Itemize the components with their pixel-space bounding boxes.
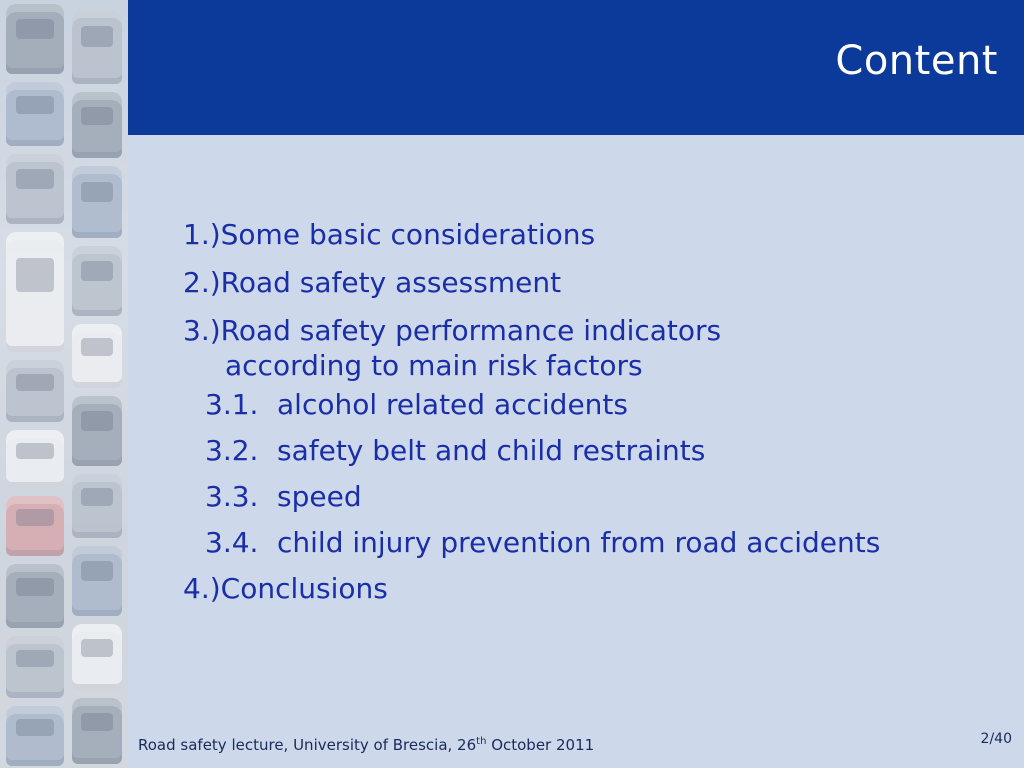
car-shape	[72, 324, 122, 388]
outline-sub-item-text: safety belt and child restraints	[277, 434, 706, 467]
outline-sub-item	[205, 434, 983, 480]
traffic-lane-left	[6, 0, 64, 768]
outline-item-number: 4.)	[183, 572, 221, 605]
car-shape	[72, 92, 122, 158]
outline-sub-item-text: child injury prevention from road accidents	[277, 526, 881, 559]
footer-text	[138, 736, 594, 754]
car-shape	[72, 246, 122, 316]
car-shape	[6, 232, 64, 352]
outline-list	[183, 218, 983, 620]
car-shape	[6, 430, 64, 488]
outline-item-number: 1.)	[183, 218, 221, 251]
outline-item	[183, 572, 983, 620]
footer-text-main: Road safety lecture, University of Brescia, 26	[138, 736, 477, 754]
outline-sub-item-number: 3.3.	[205, 480, 259, 513]
car-shape	[72, 698, 122, 764]
outline-item-text: Road safety assessment	[220, 266, 562, 299]
outline-item	[183, 314, 983, 382]
outline-item	[183, 218, 983, 266]
car-shape	[72, 396, 122, 466]
outline-item-text: Some basic considerations	[220, 218, 596, 251]
car-shape	[72, 10, 122, 84]
outline-item-number: 2.)	[183, 266, 221, 299]
header-band	[128, 0, 1024, 135]
outline-item	[183, 266, 983, 314]
car-shape	[6, 636, 64, 698]
page-number: 2/40	[980, 731, 1012, 747]
outline-sub-item-number: 3.1.	[205, 388, 259, 421]
outline-sub-item-text: speed	[277, 480, 362, 513]
car-shape	[6, 360, 64, 422]
outline-item-text: Conclusions	[220, 572, 388, 605]
car-shape	[6, 4, 64, 74]
outline-item-number: 3.)	[183, 314, 221, 347]
outline-sub-item-text: alcohol related accidents	[277, 388, 628, 421]
car-shape	[6, 496, 64, 556]
car-shape	[72, 474, 122, 538]
traffic-photo-image	[0, 0, 128, 768]
car-shape	[6, 82, 64, 146]
car-shape	[6, 706, 64, 766]
outline-sub-item	[205, 388, 983, 434]
outline-sub-item	[205, 526, 983, 572]
outline-item-label	[183, 314, 721, 382]
outline-sub-list	[183, 388, 983, 572]
car-shape	[6, 564, 64, 628]
car-shape	[72, 166, 122, 238]
outline-sub-item-number: 3.4.	[205, 526, 259, 559]
car-shape	[72, 624, 122, 690]
outline-sub-item	[205, 480, 983, 526]
outline-item-text-continued: according to main risk factors	[225, 349, 643, 382]
slide-title: Content	[835, 38, 998, 84]
outline-sub-item-number: 3.2.	[205, 434, 259, 467]
traffic-lane-right	[72, 0, 122, 768]
footer-superscript: th	[476, 736, 487, 747]
outline-item-text: Road safety performance indicators	[220, 314, 722, 347]
footer-text-date: October 2011	[486, 736, 595, 754]
car-shape	[72, 546, 122, 616]
car-shape	[6, 154, 64, 224]
